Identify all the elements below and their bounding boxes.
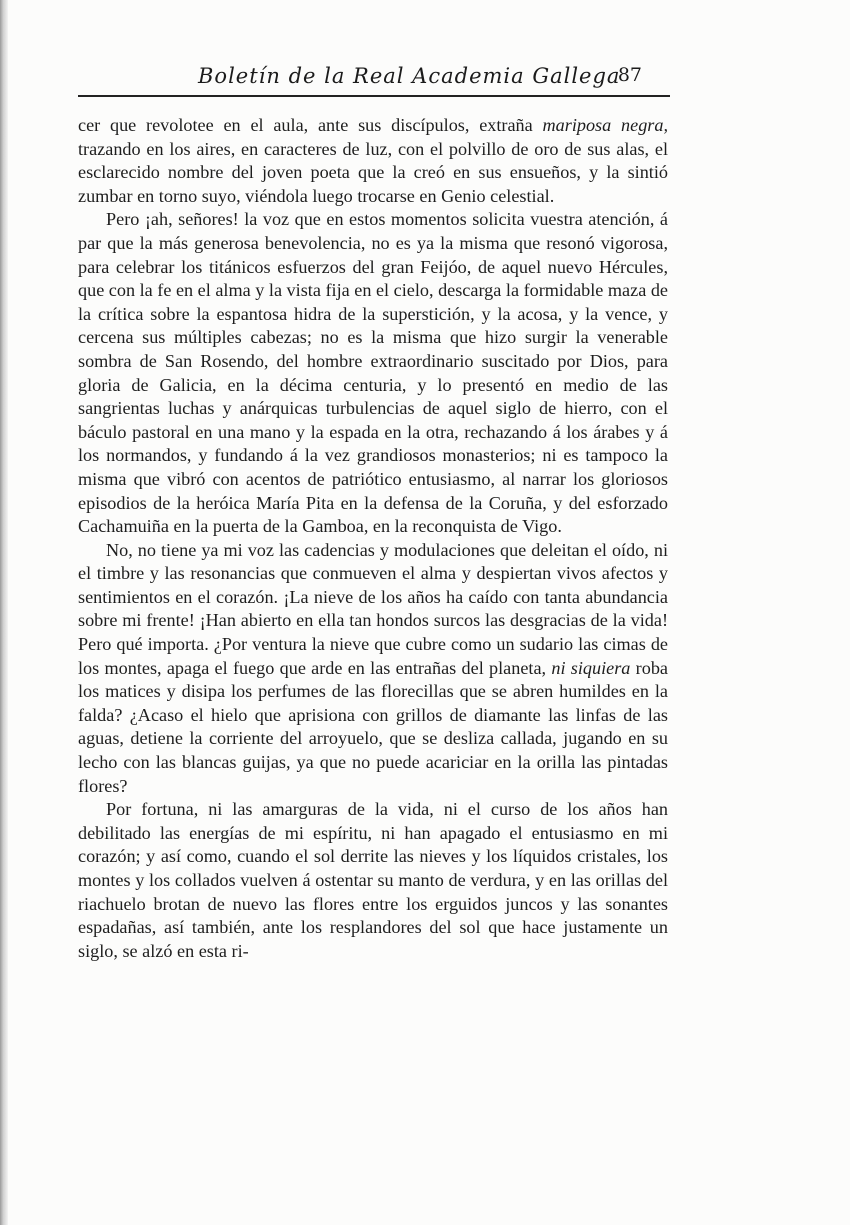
paragraph-1 (78, 114, 668, 208)
paragraph-4: Por fortuna, ni las amarguras de la vida, ni el curso de los años han debilitado las energías de mi espíritu, ni han apagado el entusiasmo en mi corazón; y así como, cuando el sol derrite las nieves y los líquidos cristales, los montes y los collados vuelven á ostentar su manto de verdura, y en las orillas del riachuelo brotan de nuevo las flores entre los erguidos juncos y las sonantes espadañas, así también, ante los resplandores del sol que hace justamente un siglo, se alzó en esta ri- (78, 799, 668, 961)
paragraph-3-text-a: No, no tiene ya mi voz las cadencias y modulaciones que deleitan el oído, ni el timbre y las resonancias que conmueven el alma y despiertan vivos afectos y sentimientos en el corazón. ¡La nieve de los años ha caído con tanta abundancia sobre mi frente! ¡Han abierto en ella tan hondos surcos las desgracias de la vida! Pero qué importa. ¿Por ventura la nieve que cubre como un sudario las cimas de los montes, apaga el fuego que arde en las entrañas del planeta, (78, 539, 668, 678)
paragraph-3 (78, 539, 668, 799)
paragraph-1-text-a: cer que revolotee en el aula, ante sus discípulos, extraña (78, 115, 543, 135)
paragraph-1-italic: mariposa negra, (542, 115, 669, 135)
body-text (78, 114, 668, 963)
header-rule (78, 95, 670, 97)
page-binding-edge (0, 0, 8, 1225)
paragraph-1-text-b: trazando en los aires, en caracteres de luz, con el polvillo de oro de sus alas, el esclarecido nombre del joven poeta que la creó en sus ensueños, y la sintió zumbar en torno suyo, viéndola luego trocarse en Genio celestial. (78, 138, 668, 206)
page-header (78, 64, 670, 94)
paragraph-3-italic: ni siquiera (551, 657, 631, 678)
running-title: Boletín de la Real Academia Gallega (198, 64, 621, 88)
page-number: 87 (617, 64, 642, 86)
paragraph-2: Pero ¡ah, señores! la voz que en estos momentos solicita vuestra atención, á par que la más generosa benevolencia, no es ya la misma que resonó vigorosa, para celebrar los titánicos esfuerzos del gran Feijóo, de aquel nuevo Hércules, que con la fe en el alma y la vista fija en el cielo, descarga la formidable maza de la crítica sobre la espantosa hidra de la superstición, y la acosa, y la vence, y cercena sus múltiples cabezas; no es la misma que hizo surgir la venerable sombra de San Rosendo, del hombre extraordinario suscitado por Dios, para gloria de Galicia, en la décima centuria, y lo presentó en medio de las sangrientas luchas y anárquicas turbulencias de aquel siglo de hierro, con el báculo pastoral en una mano y la espada en la otra, rechazando á los árabes y á los normandos, y fundando á la vez grandiosos monasterios; ni es tampoco la misma que vibró con acentos de patriótico entusiasmo, al narrar los gloriosos episodios de la heróica María Pita en la defensa de la Coruña, y del esforzado Cachamuiña en la puerta de la Gamboa, en la reconquista de Vigo. (78, 209, 668, 537)
paragraph-3-text-b: roba los matices y disipa los perfumes de las florecillas que se abren humildes en la falda? ¿Acaso el hielo que aprisiona con grillos de diamante las linfas de las aguas, detiene la corriente del arroyuelo, que se desliza callada, jugando en su lecho con las blancas guijas, ya que no puede acariciar en la orilla las pintadas flores? (78, 657, 668, 796)
